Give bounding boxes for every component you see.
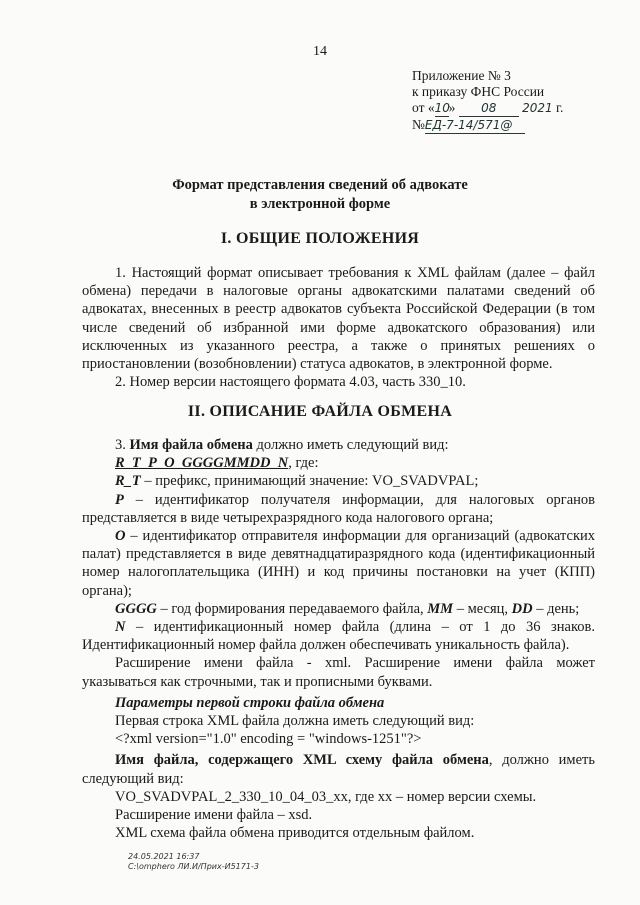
dd-desc: – день;: [532, 600, 580, 617]
footer-line1: 24.05.2021 16:37: [128, 852, 200, 861]
section2-body: [82, 436, 595, 842]
date-year: 2021: [522, 101, 553, 115]
number-value: ЕД-7-14/571@: [425, 117, 525, 134]
paragraph-2: 2. Номер версии настоящего формата 4.03, часть 330_10.: [115, 374, 466, 391]
page-number: 14: [313, 44, 327, 59]
o-desc: – идентификатор отправителя информации для организаций (адвокатских палат) представляется в виде девятнадцатиразрядного кода (идентификационный номер налогоплательщика (ИНН) и код причины постановки на учет (КПП) органа);: [82, 528, 595, 599]
pattern-suffix: , где:: [288, 455, 319, 472]
title-line2: в электронной форме: [249, 196, 391, 212]
date-day: 10: [434, 101, 450, 115]
title-line1: Формат представления сведений об адвокате: [172, 177, 468, 193]
def-rt: [82, 472, 595, 490]
footer-stamp: [128, 852, 259, 872]
appendix-line2: к приказу ФНС России: [412, 84, 545, 99]
rt-term: R_T: [115, 473, 141, 490]
dd-term: DD: [511, 600, 533, 617]
mm-desc: – месяц,: [453, 600, 512, 617]
appendix-block: [412, 68, 563, 134]
schema-name: VO_SVADVPAL_2_330_10_04_03_xx, где xx – номер версии схемы.: [115, 788, 537, 805]
date-month: 08: [459, 100, 519, 117]
date-mid: »: [448, 100, 456, 115]
xml-declaration: <?xml version="1.0" encoding = "windows-1251"?>: [115, 731, 422, 748]
p-term: P: [115, 491, 124, 508]
def-p: [82, 491, 595, 527]
schema-note: XML схема файла обмена приводится отдельным файлом.: [115, 825, 475, 842]
gggg-desc: – год формирования передаваемого файла,: [156, 600, 428, 617]
date-suffix: г.: [556, 100, 564, 115]
section2-heading: II. ОПИСАНИЕ ФАЙЛА ОБМЕНА: [187, 403, 453, 420]
appendix-date: [412, 100, 563, 117]
file-name-pattern: [82, 454, 595, 472]
rt-desc: – префикс, принимающий значение: VO_SVADVPAL;: [140, 473, 479, 490]
schema-extension: Расширение имени файла – xsd.: [115, 807, 313, 824]
def-n: [82, 618, 595, 654]
appendix-number: [412, 117, 563, 134]
section1-body: [82, 264, 595, 391]
gggg-term: GGGG: [115, 600, 157, 617]
o-term: O: [115, 528, 126, 545]
def-date: [82, 600, 595, 618]
n-term: N: [115, 619, 126, 636]
def-o: [82, 527, 595, 600]
p-desc: – идентификатор получателя информации, для налоговых органов представляется в виде четырехразрядного кода налогового органа;: [82, 491, 595, 526]
paragraph-3: [82, 436, 595, 454]
footer-line2: C:\omphero ЛИ.И/Приx-И5171-3: [128, 862, 259, 871]
section1-heading: I. ОБЩИЕ ПОЛОЖЕНИЯ: [220, 230, 420, 247]
n-desc: – идентификационный номер файла (длина – от 1 до 36 знаков. Идентификационный номер файла должен обеспечивать уникальность файла).: [82, 619, 595, 654]
p3-prefix: 3.: [115, 437, 130, 453]
pattern-term: R_T_P_O_GGGGMMDD_N: [115, 455, 289, 472]
params-heading: Параметры первой строки файла обмена: [115, 694, 385, 711]
schema-bold: Имя файла, содержащего XML схему файла обмена: [115, 752, 489, 769]
p3-rest: должно иметь следующий вид:: [252, 437, 449, 453]
appendix-line1: Приложение № 3: [412, 68, 511, 83]
mm-term: MM: [427, 600, 454, 617]
p3-bold: Имя файла обмена: [129, 437, 253, 453]
document-title: [0, 176, 640, 214]
schema-rest: , должно иметь следующий вид:: [82, 752, 595, 787]
paragraph-1: 1. Настоящий формат описывает требования к XML файлам (далее – файл обмена) передачи в налоговые органы адвокатскими палатами сведений об адвокатах, внесенных в реестр адвокатов субъекта Российской Федерации (в том числе сведений об избранной ими форме адвокатского образования) или исключенных из указанного реестра, а также о принятых решениях о приостановлении (возобновлении) статуса адвокатов, в электронной форме.: [82, 265, 595, 373]
number-prefix: №: [412, 117, 425, 132]
date-prefix: от «: [412, 100, 435, 115]
extension-text: Расширение имени файла - xml. Расширение имени файла может указываться как строчными, так и прописными буквами.: [82, 655, 595, 690]
first-line-text: Первая строка XML файла должна иметь следующий вид:: [115, 713, 475, 730]
schema-name-text: [82, 751, 595, 787]
